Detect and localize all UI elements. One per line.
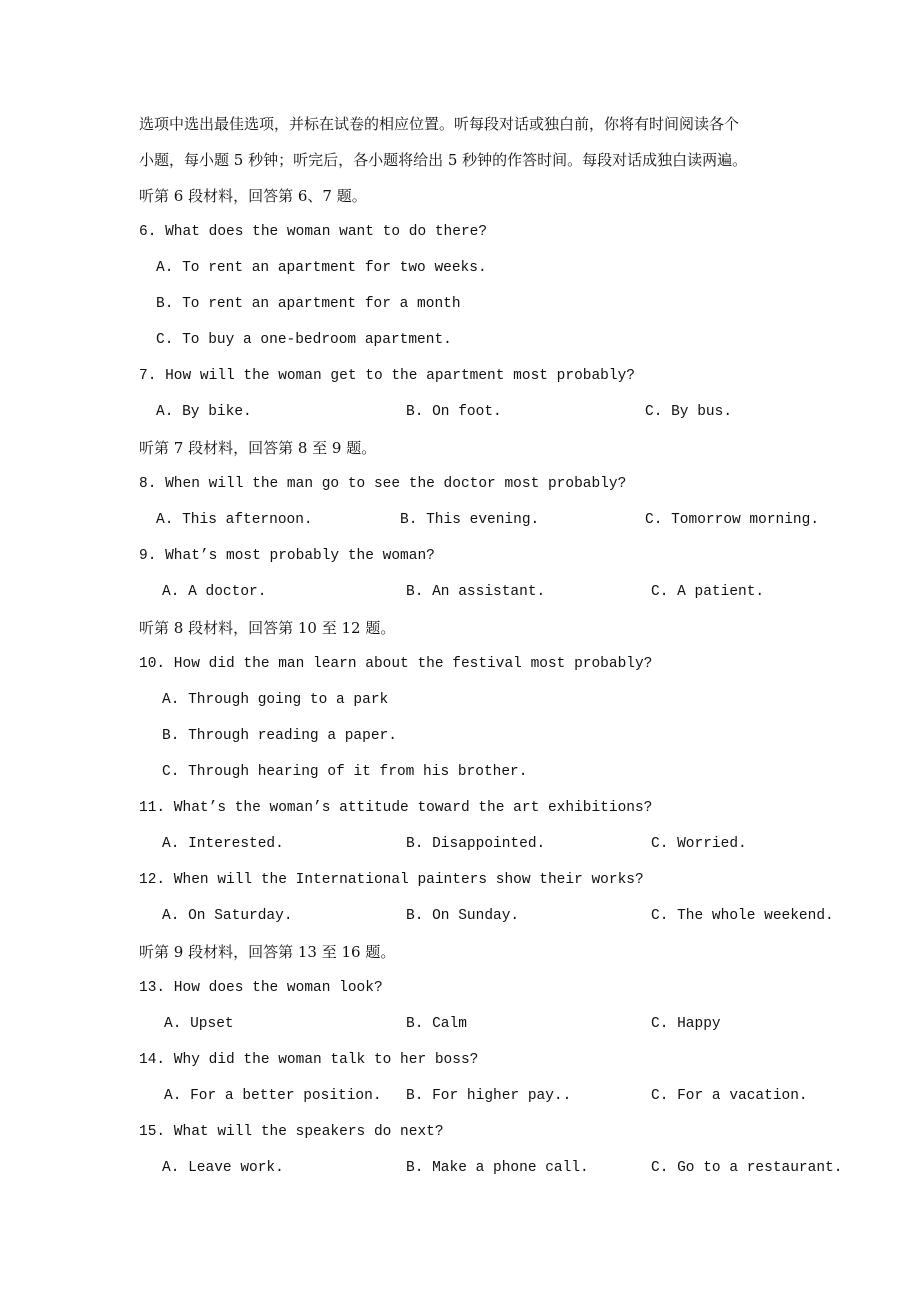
section-heading: 听第 9 段材料，回答第 13 至 16 题。 bbox=[139, 943, 396, 961]
question-8-option-a: A. This afternoon. bbox=[156, 512, 313, 528]
question-6-option-c: C. To buy a one-bedroom apartment. bbox=[156, 332, 452, 348]
question-13-option-b: B. Calm bbox=[406, 1016, 467, 1032]
question-9: 9. What’s most probably the woman? bbox=[139, 548, 435, 564]
question-11-option-c: C. Worried. bbox=[651, 836, 747, 852]
question-6: 6. What does the woman want to do there? bbox=[139, 224, 488, 240]
question-10-option-a: A. Through going to a park bbox=[162, 692, 389, 708]
question-8-option-b: B. This evening. bbox=[400, 512, 540, 528]
question-8-option-c: C. Tomorrow morning. bbox=[645, 512, 820, 528]
question-9-option-b: B. An assistant. bbox=[406, 584, 546, 600]
question-14: 14. Why did the woman talk to her boss? bbox=[139, 1052, 479, 1068]
question-14-option-a: A. For a better position. bbox=[164, 1088, 382, 1104]
question-6-option-b: B. To rent an apartment for a month bbox=[156, 296, 461, 312]
question-10-option-c: C. Through hearing of it from his brother. bbox=[162, 764, 528, 780]
question-12: 12. When will the International painters show their works? bbox=[139, 872, 644, 888]
question-7-option-b: B. On foot. bbox=[406, 404, 502, 420]
question-14-option-b: B. For higher pay.. bbox=[406, 1088, 572, 1104]
question-15: 15. What will the speakers do next? bbox=[139, 1124, 444, 1140]
question-11-option-a: A. Interested. bbox=[162, 836, 284, 852]
question-13-option-c: C. Happy bbox=[651, 1016, 721, 1032]
question-11-option-b: B. Disappointed. bbox=[406, 836, 546, 852]
question-13-option-a: A. Upset bbox=[164, 1016, 234, 1032]
question-8: 8. When will the man go to see the doctor most probably? bbox=[139, 476, 627, 492]
question-9-option-a: A. A doctor. bbox=[162, 584, 267, 600]
question-7: 7. How will the woman get to the apartment most probably? bbox=[139, 368, 635, 384]
question-12-option-c: C. The whole weekend. bbox=[651, 908, 834, 924]
question-12-option-a: A. On Saturday. bbox=[162, 908, 293, 924]
question-14-option-c: C. For a vacation. bbox=[651, 1088, 808, 1104]
question-9-option-c: C. A patient. bbox=[651, 584, 765, 600]
question-7-option-c: C. By bus. bbox=[645, 404, 733, 420]
section-heading: 听第 8 段材料，回答第 10 至 12 题。 bbox=[139, 619, 396, 637]
question-6-option-a: A. To rent an apartment for two weeks. bbox=[156, 260, 487, 276]
intro-line-2: 小题，每小题 5 秒钟；听完后，各小题将给出 5 秒钟的作答时间。每段对话成独白读两遍。 bbox=[139, 151, 748, 169]
question-11: 11. What’s the woman’s attitude toward the art exhibitions? bbox=[139, 800, 653, 816]
question-10-option-b: B. Through reading a paper. bbox=[162, 728, 397, 744]
question-10: 10. How did the man learn about the festival most probably? bbox=[139, 656, 653, 672]
question-15-option-b: B. Make a phone call. bbox=[406, 1160, 589, 1176]
question-13: 13. How does the woman look? bbox=[139, 980, 383, 996]
question-12-option-b: B. On Sunday. bbox=[406, 908, 520, 924]
question-15-option-a: A. Leave work. bbox=[162, 1160, 284, 1176]
intro-line-1: 选项中选出最佳选项，并标在试卷的相应位置。听每段对话或独白前，你将有时间阅读各个 bbox=[139, 115, 740, 133]
question-7-option-a: A. By bike. bbox=[156, 404, 252, 420]
section-heading: 听第 7 段材料，回答第 8 至 9 题。 bbox=[139, 439, 377, 457]
question-15-option-c: C. Go to a restaurant. bbox=[651, 1160, 843, 1176]
section-heading: 听第 6 段材料，回答第 6、7 题。 bbox=[139, 187, 367, 205]
